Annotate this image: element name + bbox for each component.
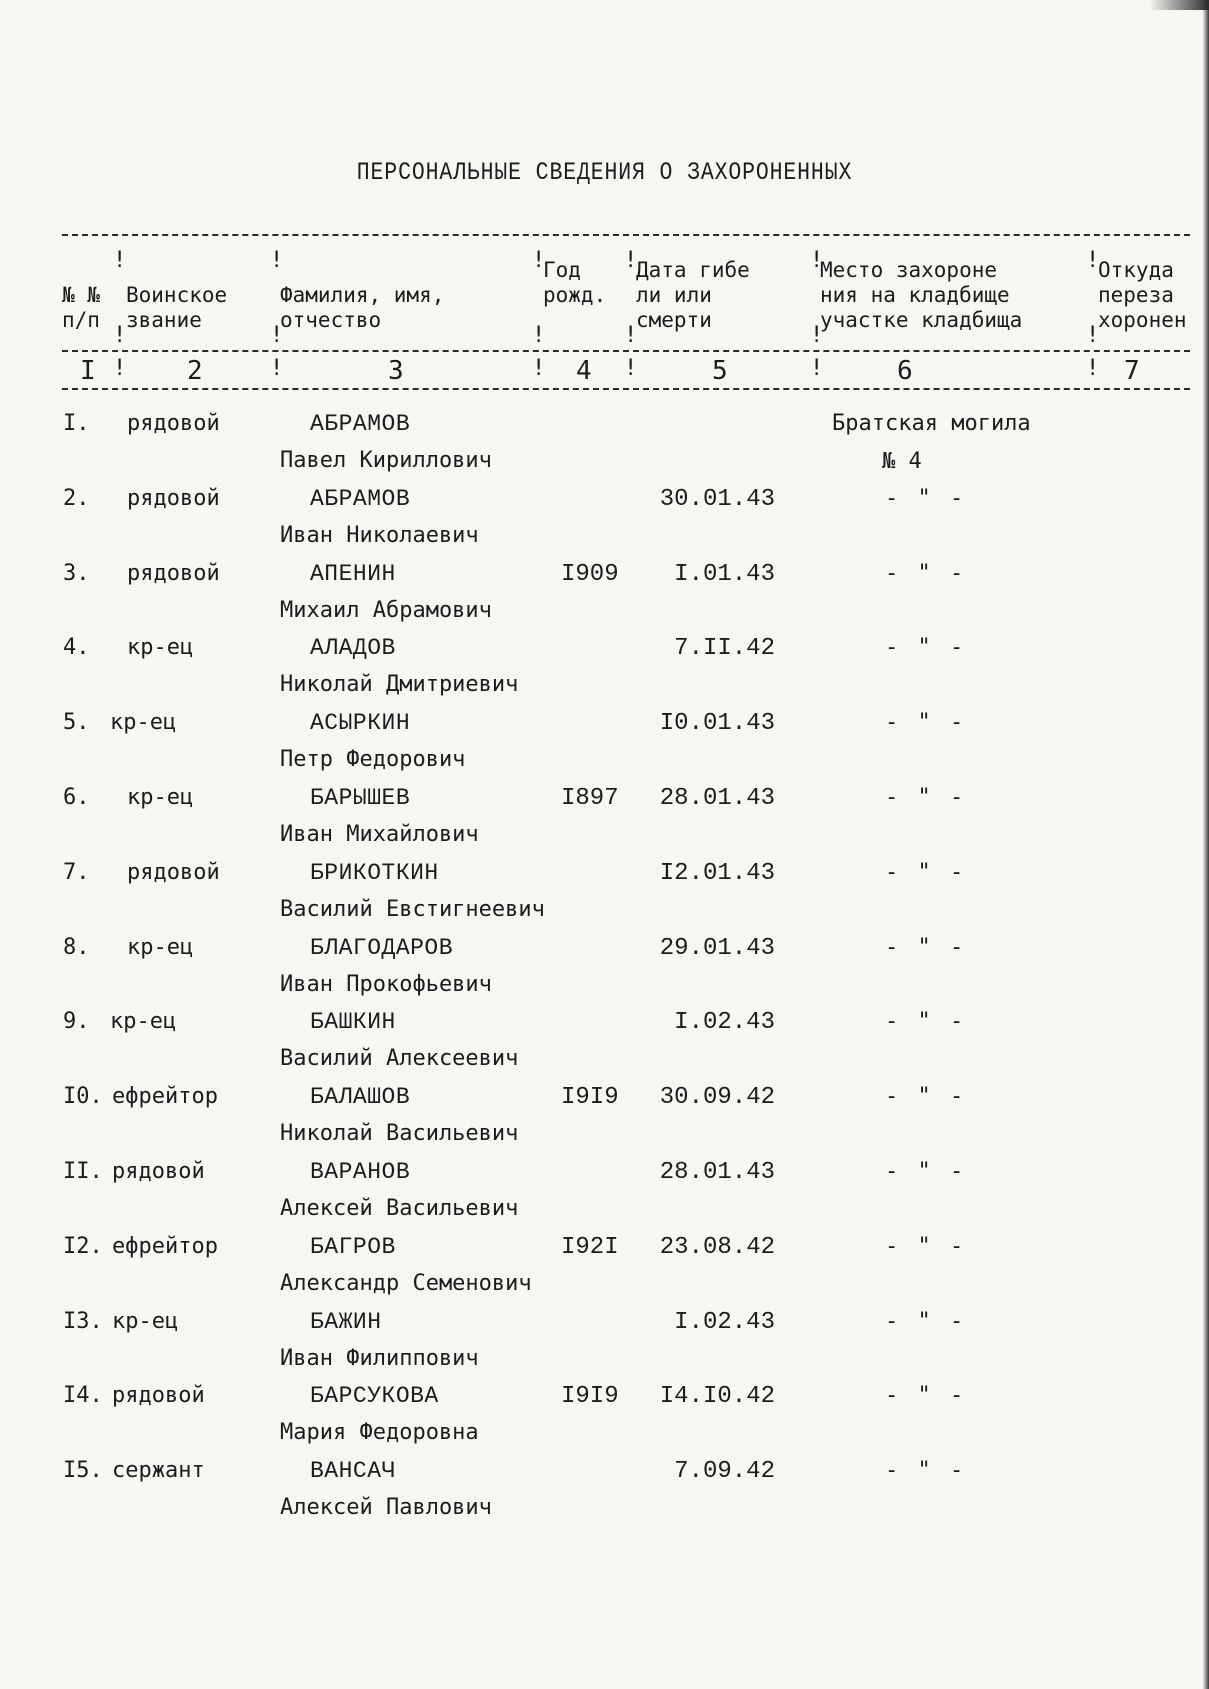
row-death-date: I.01.43: [674, 561, 775, 588]
row-surname: БРИКОТКИН: [310, 860, 439, 886]
header-separator: !: [532, 248, 546, 273]
row-death-date: 7.09.42: [674, 1458, 775, 1485]
row-death-date: 23.08.42: [659, 1234, 775, 1261]
row-rank: кр-ец: [127, 635, 194, 660]
row-rank: рядовой: [127, 561, 220, 586]
row-rank: рядовой: [127, 860, 220, 885]
row-birth-year: I909: [561, 561, 619, 588]
row-surname: БАРСУКОВА: [310, 1383, 439, 1409]
column-number-2: 2: [187, 356, 203, 386]
header-separator: !: [810, 248, 824, 273]
row-rank: ефрейтор: [112, 1234, 218, 1259]
row-given-name: Николай Дмитриевич: [280, 672, 519, 697]
row-death-date: 28.01.43: [659, 1159, 775, 1186]
row-burial-place: - " -: [885, 635, 967, 660]
header-col-burial-place: Место захороне ния на кладбище участке кладбища: [820, 258, 1023, 332]
row-death-date: 29.01.43: [659, 935, 775, 962]
row-rank: кр-ец: [110, 1009, 177, 1034]
row-given-name: Алексей Васильевич: [280, 1196, 519, 1221]
row-surname: БАРЫШЕВ: [310, 785, 411, 811]
row-surname: АСЫРКИН: [310, 710, 411, 736]
row-number: 3.: [63, 561, 90, 586]
header-separator: !: [270, 323, 284, 348]
row-burial-place: - " -: [885, 1009, 967, 1034]
row-burial-place: - " -: [885, 710, 967, 735]
row-surname: АБРАМОВ: [310, 486, 411, 512]
row-burial-place: - " -: [885, 1383, 967, 1408]
header-col-number: № № п/п: [62, 283, 100, 332]
burial-place-first-line: Братская могила: [832, 411, 1031, 436]
header-separator: !: [113, 248, 127, 273]
header-mid-rule: [62, 350, 1190, 352]
row-number: 5.: [63, 710, 90, 735]
row-burial-place: - " -: [885, 1234, 967, 1259]
row-death-date: 30.09.42: [659, 1084, 775, 1111]
header-separator: !: [113, 323, 127, 348]
row-death-date: I4.I0.42: [659, 1383, 775, 1410]
header-separator: !: [624, 248, 638, 273]
row-surname: ВАРАНОВ: [310, 1159, 411, 1185]
row-death-date: I0.01.43: [659, 710, 775, 737]
row-surname: АЛАДОВ: [310, 635, 396, 661]
header-top-rule: [62, 234, 1190, 236]
row-death-date: 30.01.43: [659, 486, 775, 513]
header-separator: !: [624, 323, 638, 348]
row-given-name: Александр Семенович: [280, 1271, 532, 1296]
row-surname: БАЖИН: [310, 1309, 382, 1335]
column-number-1: I: [80, 356, 96, 386]
row-number: I2.: [63, 1234, 103, 1259]
row-birth-year: I897: [561, 785, 619, 812]
column-number-7: 7: [1124, 356, 1140, 386]
row-death-date: I.02.43: [674, 1009, 775, 1036]
document-title: ПЕРСОНАЛЬНЫЕ СВЕДЕНИЯ О ЗАХОРОНЕННЫХ: [356, 158, 853, 187]
row-number: 6.: [63, 785, 90, 810]
row-burial-place: - " -: [885, 860, 967, 885]
row-surname: АПЕНИН: [310, 561, 396, 587]
row-given-name: Иван Николаевич: [280, 523, 479, 548]
number-separator: !: [113, 356, 127, 381]
row-burial-place: - " -: [885, 486, 967, 511]
number-separator: !: [532, 356, 546, 381]
row-given-name: Петр Федорович: [280, 747, 466, 772]
header-separator: !: [1086, 323, 1100, 348]
row-surname: БАЛАШОВ: [310, 1084, 411, 1110]
row-burial-place: - " -: [885, 1159, 967, 1184]
row-burial-place: - " -: [885, 785, 967, 810]
number-separator: !: [1086, 356, 1100, 381]
header-separator: !: [810, 323, 824, 348]
row-rank: кр-ец: [127, 935, 194, 960]
row-surname: АБРАМОВ: [310, 411, 411, 437]
column-number-6: 6: [897, 356, 913, 386]
row-rank: ефрейтор: [112, 1084, 218, 1109]
row-rank: рядовой: [112, 1383, 205, 1408]
row-given-name: Иван Прокофьевич: [280, 972, 492, 997]
number-separator: !: [270, 356, 284, 381]
row-rank: сержант: [112, 1458, 205, 1483]
header-separator: !: [532, 323, 546, 348]
row-death-date: I2.01.43: [659, 860, 775, 887]
row-surname: БЛАГОДАРОВ: [310, 935, 454, 961]
row-number: 7.: [63, 860, 90, 885]
row-birth-year: I9I9: [561, 1084, 619, 1111]
row-given-name: Иван Филиппович: [280, 1346, 479, 1371]
row-number: 2.: [63, 486, 90, 511]
row-number: 4.: [63, 635, 90, 660]
row-surname: БАШКИН: [310, 1009, 396, 1035]
header-separator: !: [270, 248, 284, 273]
row-death-date: 28.01.43: [659, 785, 775, 812]
row-burial-place: - " -: [885, 1309, 967, 1334]
column-number-4: 4: [576, 356, 592, 386]
row-number: II.: [63, 1159, 103, 1184]
row-surname: БАГРОВ: [310, 1234, 396, 1260]
row-birth-year: I92I: [561, 1234, 619, 1261]
row-birth-year: I9I9: [561, 1383, 619, 1410]
row-given-name: Павел Кириллович: [280, 448, 492, 473]
burial-place-first-number: № 4: [882, 449, 922, 474]
row-given-name: Иван Михайлович: [280, 822, 479, 847]
row-burial-place: - " -: [885, 561, 967, 586]
row-number: 8.: [63, 935, 90, 960]
column-number-3: 3: [388, 356, 404, 386]
row-burial-place: - " -: [885, 1458, 967, 1483]
row-rank: рядовой: [127, 411, 220, 436]
row-burial-place: - " -: [885, 1084, 967, 1109]
row-rank: кр-ец: [110, 710, 177, 735]
row-number: I0.: [63, 1084, 103, 1109]
header-col-rank: Воинское звание: [126, 283, 228, 332]
header-col-death-date: Дата гибе ли или смерти: [636, 258, 750, 332]
row-given-name: Мария Федоровна: [280, 1420, 479, 1445]
row-death-date: 7.II.42: [674, 635, 775, 662]
row-given-name: Василий Евстигнеевич: [280, 897, 545, 922]
row-rank: рядовой: [112, 1159, 205, 1184]
scan-edge-shadow: [1203, 0, 1209, 1689]
header-col-birth-year: Год рожд.: [543, 258, 607, 307]
number-separator: !: [810, 356, 824, 381]
row-rank: кр-ец: [127, 785, 194, 810]
scan-corner-shadow: [1149, 0, 1209, 10]
row-number: I3.: [63, 1309, 103, 1334]
row-given-name: Михаил Абрамович: [280, 598, 492, 623]
row-rank: рядовой: [127, 486, 220, 511]
row-rank: кр-ец: [112, 1309, 179, 1334]
row-given-name: Николай Васильевич: [280, 1121, 519, 1146]
row-burial-place: - " -: [885, 935, 967, 960]
header-separator: !: [1086, 248, 1100, 273]
row-number: I.: [63, 411, 90, 436]
row-given-name: Алексей Павлович: [280, 1495, 492, 1520]
header-col-name: Фамилия, имя, отчество: [280, 283, 445, 332]
number-separator: !: [624, 356, 638, 381]
row-given-name: Василий Алексеевич: [280, 1046, 519, 1071]
row-surname: ВАНСАЧ: [310, 1458, 396, 1484]
column-number-5: 5: [712, 356, 728, 386]
header-col-reburied-from: Откуда переза хоронен: [1098, 258, 1187, 332]
header-bottom-rule: [62, 388, 1190, 390]
row-number: I4.: [63, 1383, 103, 1408]
row-number: I5.: [63, 1458, 103, 1483]
row-number: 9.: [63, 1009, 90, 1034]
row-death-date: I.02.43: [674, 1309, 775, 1336]
